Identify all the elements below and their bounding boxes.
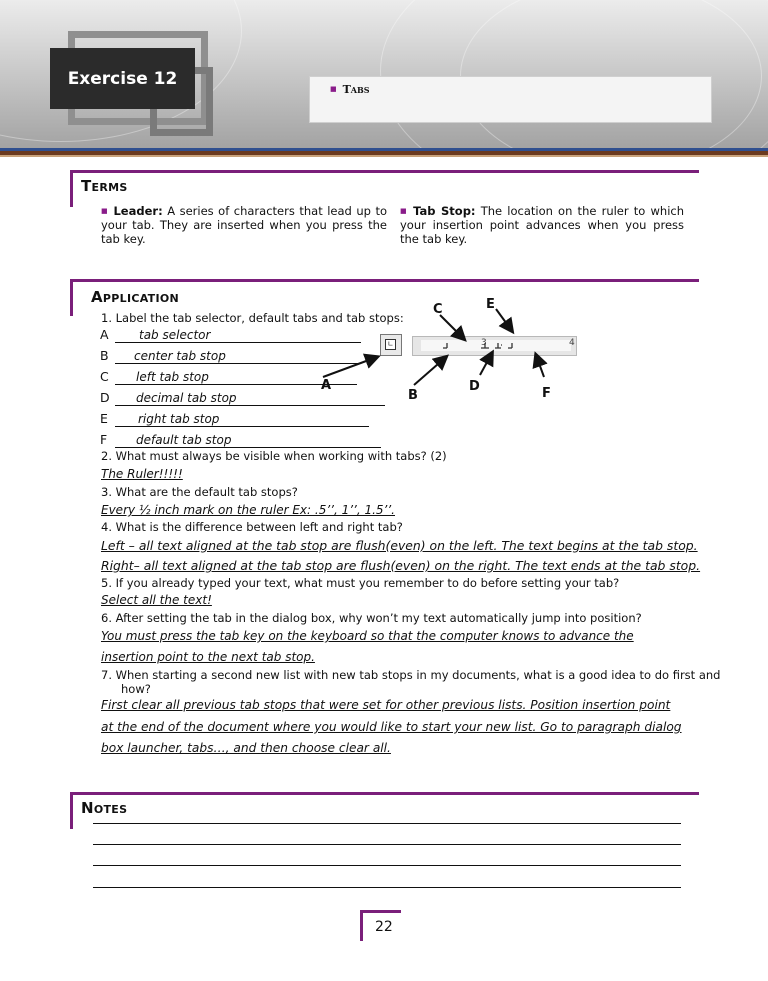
header-banner (0, 0, 768, 148)
label-letter: F (100, 432, 108, 447)
notes-line (93, 823, 681, 824)
topic-item (330, 83, 370, 96)
left-tab-marker (443, 343, 447, 348)
question-5: 5. If you already typed your text, what must you remember to do before setting your tab? (101, 576, 620, 590)
section-title: Notes (81, 799, 128, 817)
label-answer: default tab stop (136, 433, 232, 447)
topic-label: Tabs (342, 83, 370, 96)
term-name: Leader: (113, 204, 163, 218)
term-definition: A series of characters that lead up to your tab. They are inserted when you press the tab key. (101, 204, 388, 246)
answer-7-line-1: First clear all previous tab stops that were set for other previous lists. Position insertion point (101, 698, 671, 712)
ruler-number: 3 (481, 338, 487, 348)
answer-7-line-3: box launcher, tabs…, and then choose clear all. (101, 741, 391, 755)
label-letter: C (100, 369, 109, 384)
question-3: 3. What are the default tab stops? (101, 485, 298, 499)
label-answer: decimal tab stop (136, 391, 237, 405)
answer-6-line-2: insertion point to the next tab stop. (101, 650, 315, 664)
question-7-cont: how? (121, 682, 151, 696)
term-tab-stop (400, 204, 684, 246)
picture-letter: F (542, 386, 551, 401)
terms-section-header (70, 170, 699, 207)
answer-2: The Ruler!!!!! (101, 467, 183, 481)
header-stripe-tan (0, 155, 768, 157)
bullet-icon: ■ (400, 207, 409, 215)
notes-line (93, 887, 681, 888)
answer-4-line-2: Right– all text aligned at the tab stop are flush(even) on the right. The text ends at the tab stop. (101, 558, 701, 573)
arrow-a (323, 357, 377, 377)
decorative-arc (460, 0, 762, 148)
center-tab-marker (481, 343, 489, 348)
picture-letter: A (321, 378, 332, 393)
term-leader (101, 204, 387, 246)
term-name: Tab Stop: (413, 204, 476, 218)
arrow-d (480, 353, 492, 375)
section-title: Terms (81, 177, 128, 195)
picture-letter: B (408, 388, 418, 403)
ruler-number: 4 (569, 338, 575, 348)
exercise-label: Exercise 12 (50, 48, 195, 109)
label-letter: D (100, 390, 110, 405)
bullet-icon: ■ (101, 207, 109, 215)
label-answer: tab selector (139, 328, 211, 342)
arrow-f (536, 355, 544, 377)
term-definition: The location on the ruler to which your insertion point advances when you press the tab key. (400, 204, 684, 246)
picture-letter: C (433, 302, 443, 317)
question-7: 7. When starting a second new list with new tab stops in my documents, what is a good idea to do first and (101, 668, 721, 682)
bullet-icon: ■ (330, 84, 337, 93)
question-1: 1. Label the tab selector, default tabs and tab stops: (101, 311, 404, 325)
answer-7-line-2: at the end of the document where you would like to start your new list. Go to paragraph dialog (101, 720, 682, 734)
label-answer: center tab stop (134, 349, 226, 363)
label-letter: E (100, 411, 108, 426)
answer-3: Every ½ inch mark on the ruler Ex: .5’’, 1’’, 1.5’’. (101, 503, 395, 517)
answer-4-line-1: Left – all text aligned at the tab stop are flush(even) on the left. The text begins at the tab stop. (101, 538, 698, 553)
notes-line (93, 844, 681, 845)
label-letter: A (100, 327, 109, 342)
notes-line (93, 865, 681, 866)
left-tab-glyph: ∟ (385, 339, 396, 350)
label-answer: right tab stop (138, 412, 220, 426)
arrow-b (414, 357, 446, 385)
answer-5: Select all the text! (101, 593, 212, 607)
page-number-box (360, 910, 401, 941)
right-tab-marker (508, 343, 512, 348)
question-4: 4. What is the difference between left and right tab? (101, 520, 403, 534)
question-6: 6. After setting the tab in the dialog box, why won’t my text automatically jump into position? (101, 611, 642, 625)
question-2: 2. What must always be visible when working with tabs? (2) (101, 449, 447, 463)
label-answer: left tab stop (136, 370, 209, 384)
arrow-c (440, 315, 464, 339)
picture-letter: E (486, 297, 495, 312)
arrow-e (496, 309, 512, 331)
picture-letter: D (469, 379, 480, 394)
topic-box (309, 76, 712, 123)
section-title: Application (91, 288, 180, 306)
page-number: 22 (375, 919, 393, 935)
answer-6-line-1: You must press the tab key on the keyboard so that the computer knows to advance the (101, 629, 634, 643)
decimal-tab-marker (495, 343, 502, 348)
label-letter: B (100, 348, 109, 363)
